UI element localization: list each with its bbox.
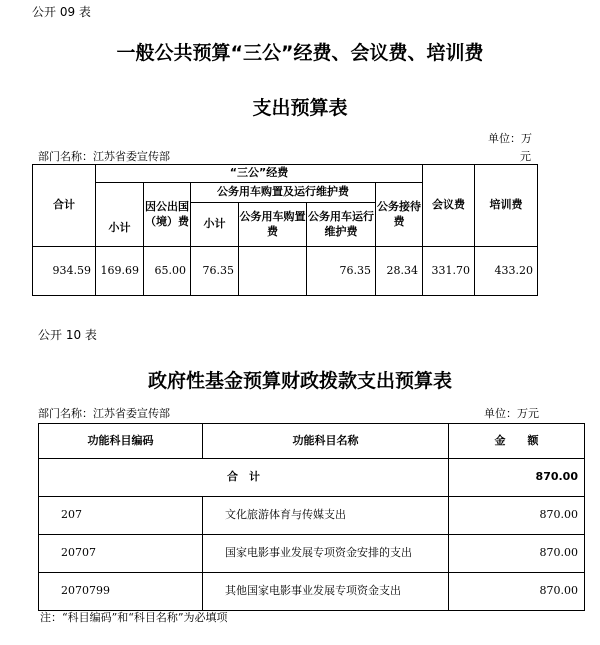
header-code: 功能科目编码 [39, 424, 203, 459]
table-row [39, 497, 585, 535]
page-title-1: 一般公共预算“三公”经费、会议费、培训费 [116, 42, 484, 64]
header-vehicle-purchase: 公务用车购置费 [239, 203, 307, 247]
cell-abroad: 65.00 [144, 247, 191, 296]
row-code: 207 [39, 497, 203, 535]
cell-training: 433.20 [475, 247, 538, 296]
table-row [33, 247, 538, 296]
header-vehicle-operation: 公务用车运行维护费 [307, 203, 376, 247]
cell-meeting: 331.70 [423, 247, 475, 296]
footnote: 注：“科目编码”和“科目名称”为必填项 [40, 611, 228, 624]
cell-vehicle-purchase [239, 247, 307, 296]
header-name: 功能科目名称 [203, 424, 449, 459]
unit-label-1b: 元 [520, 150, 531, 163]
header-abroad: 因公出国（境）费 [144, 183, 191, 247]
header-reception: 公务接待费 [376, 183, 423, 247]
row-code: 2070799 [39, 573, 203, 611]
row-name: 文化旅游体育与传媒支出 [203, 497, 449, 535]
table-row [39, 535, 585, 573]
row-name: 国家电影事业发展专项资金安排的支出 [203, 535, 449, 573]
header-sangong: “三公”经费 [96, 165, 423, 183]
header-meeting: 会议费 [423, 165, 475, 247]
department-label-2: 部门名称：江苏省委宣传部 [38, 407, 170, 420]
header-vehicle-subtotal: 小计 [191, 203, 239, 247]
header-amount: 金 额 [449, 424, 585, 459]
cell-subtotal: 169.69 [96, 247, 144, 296]
unit-label-2: 单位：万元 [484, 407, 539, 420]
page-title-2: 支出预算表 [252, 97, 348, 119]
header-training: 培训费 [475, 165, 538, 247]
table-row [39, 573, 585, 611]
unit-label-1a: 单位：万 [488, 132, 532, 145]
row-code: 20707 [39, 535, 203, 573]
cell-total: 934.59 [33, 247, 96, 296]
total-row [39, 459, 585, 497]
row-name: 其他国家电影事业发展专项资金支出 [203, 573, 449, 611]
table-label-09: 公开 09 表 [32, 5, 91, 19]
row-amount: 870.00 [449, 573, 585, 611]
gov-fund-budget-table [38, 423, 585, 611]
header-subtotal: 小计 [96, 183, 144, 247]
sangong-budget-table [32, 164, 538, 296]
cell-reception: 28.34 [376, 247, 423, 296]
cell-vehicle-operation: 76.35 [307, 247, 376, 296]
header-total: 合计 [33, 165, 96, 247]
total-amount: 870.00 [449, 459, 585, 497]
row-amount: 870.00 [449, 497, 585, 535]
table-label-10: 公开 10 表 [38, 328, 97, 342]
header-vehicle-group: 公务用车购置及运行维护费 [191, 183, 376, 203]
page-title-3: 政府性基金预算财政拨款支出预算表 [147, 370, 452, 392]
cell-vehicle-subtotal: 76.35 [191, 247, 239, 296]
department-label-1: 部门名称：江苏省委宣传部 [38, 150, 170, 163]
total-label: 合 计 [39, 459, 449, 497]
row-amount: 870.00 [449, 535, 585, 573]
